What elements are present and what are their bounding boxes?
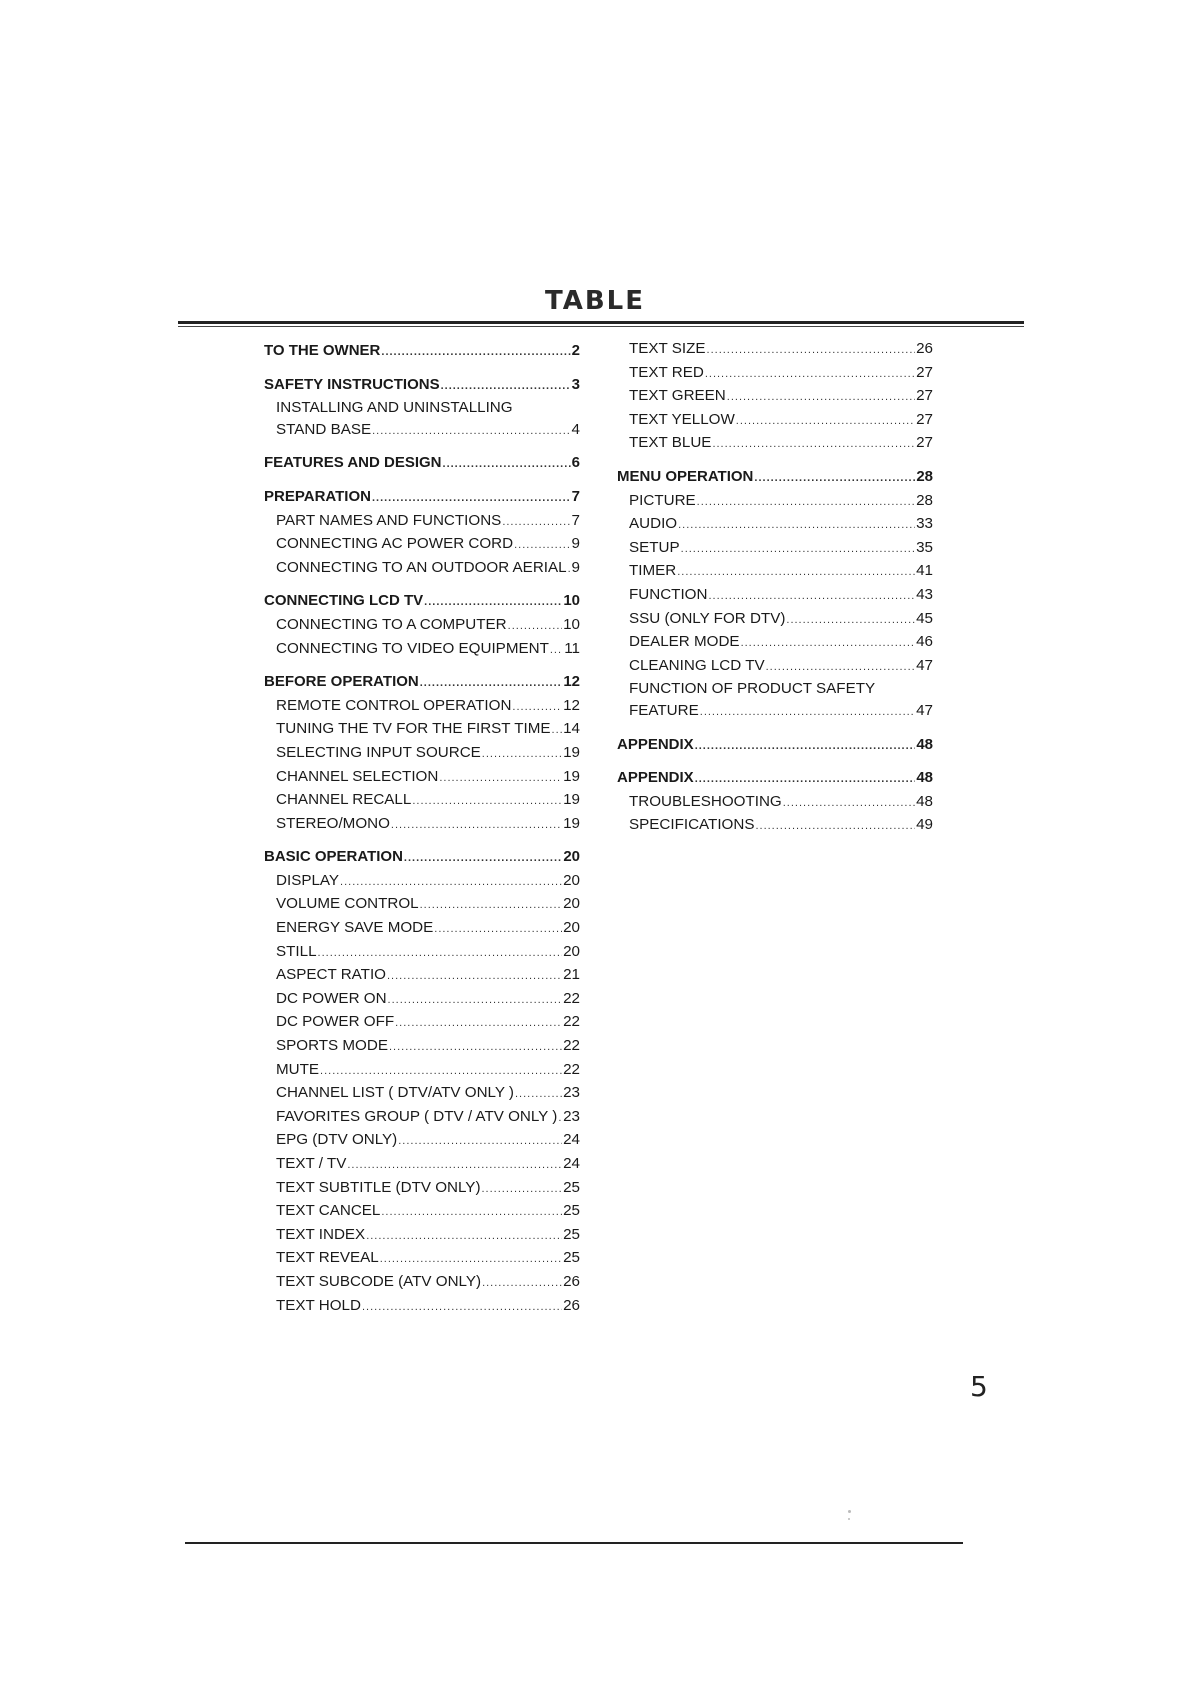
toc-page-number: 45 (916, 609, 933, 627)
dot-leader (381, 342, 570, 364)
toc-entry[interactable] (264, 419, 580, 443)
toc-page-number: 24 (563, 1155, 580, 1172)
toc-page-number: 49 (916, 816, 933, 834)
toc-page-number: 9 (571, 558, 580, 576)
toc-entry[interactable] (264, 789, 580, 813)
dot-leader (695, 736, 916, 758)
toc-section-heading[interactable] (264, 452, 580, 476)
toc-entry[interactable] (617, 560, 933, 584)
toc-entry[interactable] (264, 870, 580, 894)
toc-page-number: 27 (916, 363, 933, 381)
dot-leader (512, 697, 562, 719)
toc-section (264, 486, 580, 580)
toc-page-number: 4 (571, 420, 580, 438)
toc-entry-title: SELECTING INPUT SOURCE (276, 743, 481, 761)
dot-leader (366, 1226, 562, 1248)
toc-entry-title: CLEANING LCD TV (629, 656, 765, 674)
toc-page-number: 22 (563, 1013, 580, 1031)
toc-section (264, 374, 580, 443)
toc-entry-title: DEALER MODE (629, 633, 740, 651)
header-rule (178, 321, 1024, 328)
toc-entry[interactable] (617, 814, 933, 838)
toc-entry-title: TEXT HOLD (276, 1296, 361, 1314)
dot-leader (697, 492, 915, 514)
toc-section (264, 671, 580, 836)
dot-leader (380, 1249, 562, 1271)
toc-entry[interactable] (617, 584, 933, 608)
dot-leader (398, 1131, 562, 1153)
toc-page-number: 46 (916, 633, 933, 651)
toc-section-heading[interactable] (264, 671, 580, 695)
toc-page-number: 20 (563, 895, 580, 913)
toc-entry-title: TROUBLESHOOTING (629, 792, 782, 810)
toc-entry[interactable] (264, 1035, 580, 1059)
toc-entry-title: TUNING THE TV FOR THE FIRST TIME (276, 720, 551, 738)
dot-leader (708, 586, 915, 608)
dot-leader (441, 376, 571, 398)
toc-entry[interactable] (264, 718, 580, 742)
dot-leader (695, 769, 916, 791)
toc-page-number: 6 (571, 454, 580, 472)
toc-entry-title: STEREO/MONO (276, 814, 390, 832)
dot-leader (372, 488, 571, 510)
page-number: 5 (970, 1370, 988, 1403)
toc-page-number: 19 (563, 791, 580, 809)
toc-page-number: 11 (564, 639, 580, 657)
dot-leader (404, 848, 562, 870)
toc-entry-title: TEXT SUBCODE (ATV ONLY) (276, 1272, 482, 1290)
toc-page-number: 21 (563, 966, 580, 984)
toc-page-number: 24 (563, 1131, 580, 1149)
toc-entry[interactable] (264, 1177, 580, 1201)
dot-leader (783, 793, 915, 815)
dot-leader (681, 539, 915, 561)
dot-leader (482, 744, 562, 766)
toc-entry-title: TEXT SIZE (629, 340, 706, 357)
toc-entry-title: SSU (ONLY FOR DTV) (629, 609, 786, 627)
dot-leader (515, 1084, 562, 1106)
toc-section (264, 340, 580, 364)
dot-leader (741, 633, 916, 655)
toc-entry[interactable] (264, 1106, 580, 1130)
toc-entry-title: PREPARATION (264, 487, 371, 505)
dot-leader (558, 1108, 562, 1130)
toc-page-number: 47 (916, 701, 933, 719)
toc-page-number: 23 (563, 1107, 580, 1125)
toc-section (617, 466, 933, 724)
toc-page-number: 48 (916, 735, 933, 753)
toc-entry-title: ASPECT RATIO (276, 966, 386, 984)
toc-entry-title: PART NAMES AND FUNCTIONS (276, 511, 502, 529)
toc-entry-title: MUTE (276, 1060, 320, 1078)
toc-page-number: 10 (563, 592, 580, 610)
toc-entry-title: CONNECTING TO A COMPUTER (276, 615, 507, 633)
dot-leader (568, 559, 571, 581)
toc-entry[interactable] (617, 537, 933, 561)
toc-entry-title: EPG (DTV ONLY) (276, 1131, 398, 1149)
dot-leader (439, 768, 562, 790)
toc-entry-title: TO THE OWNER (264, 342, 381, 359)
toc-entry-title-line: INSTALLING AND UNINSTALLING (276, 399, 513, 417)
toc-entry-title: SAFETY INSTRUCTIONS (264, 375, 440, 393)
toc-entry[interactable] (264, 510, 580, 534)
dot-leader (387, 966, 562, 988)
toc-entry-title: CHANNEL RECALL (276, 791, 412, 809)
toc-entry-title: AUDIO (629, 515, 678, 533)
toc-entry[interactable] (264, 1082, 580, 1106)
dot-leader (552, 720, 563, 742)
toc-entry[interactable] (617, 608, 933, 632)
dot-leader (705, 364, 915, 386)
toc-entry[interactable] (264, 1129, 580, 1153)
dot-leader (340, 872, 562, 894)
toc-entry-title: APPENDIX (617, 769, 694, 787)
toc-entry[interactable] (617, 385, 933, 409)
toc-entry[interactable] (617, 490, 933, 514)
toc-entry[interactable] (617, 513, 933, 537)
toc-entry-title: FAVORITES GROUP ( DTV / ATV ONLY ) (276, 1107, 558, 1125)
toc-entry-title: CHANNEL SELECTION (276, 767, 439, 785)
toc-page-number: 27 (916, 387, 933, 405)
toc-page-number: 19 (563, 767, 580, 785)
toc-entry-title: TEXT YELLOW (629, 410, 735, 428)
toc-section-heading[interactable] (264, 486, 580, 510)
toc-page-number: 9 (571, 535, 580, 553)
toc-entry[interactable] (264, 557, 580, 581)
toc-section-heading[interactable] (264, 590, 580, 614)
toc-entry-title: TEXT BLUE (629, 434, 712, 452)
toc-page-number: 3 (571, 375, 580, 393)
toc-page-number: 20 (563, 848, 580, 866)
dot-leader (395, 1013, 562, 1035)
toc-entry[interactable] (264, 893, 580, 917)
toc-entry-title: VOLUME CONTROL (276, 895, 419, 913)
dot-leader (362, 1297, 562, 1319)
toc-entry[interactable] (264, 1271, 580, 1295)
toc-entry-title: APPENDIX (617, 735, 694, 753)
toc-entry[interactable] (264, 766, 580, 790)
toc-page-number: 14 (563, 720, 580, 738)
toc-entry-title: TEXT RED (629, 363, 704, 381)
toc-entry[interactable] (264, 917, 580, 941)
toc-page-number: 25 (563, 1202, 580, 1220)
toc-entry-title: BEFORE OPERATION (264, 673, 419, 691)
toc-section-heading[interactable] (617, 466, 933, 490)
toc-page-number: 10 (563, 615, 580, 633)
toc-page-number: 48 (916, 792, 933, 810)
toc-entry-title: REMOTE CONTROL OPERATION (276, 696, 512, 714)
toc-entry[interactable] (264, 614, 580, 638)
toc-page-number: 26 (563, 1272, 580, 1290)
toc-entry[interactable] (264, 813, 580, 837)
toc-entry-title: MENU OPERATION (617, 467, 754, 485)
toc-left-column (264, 340, 580, 1318)
dot-leader (678, 515, 915, 537)
toc-entry[interactable] (617, 700, 933, 724)
toc-page-number: 25 (563, 1225, 580, 1243)
toc-page-number: 19 (563, 743, 580, 761)
toc-right-column (617, 338, 933, 838)
toc-page-number: 25 (563, 1178, 580, 1196)
toc-page-number: 19 (563, 814, 580, 832)
toc-entry-title: SETUP (629, 538, 680, 556)
toc-entry-title: DC POWER ON (276, 989, 387, 1007)
toc-page-number: 22 (563, 989, 580, 1007)
toc-entry-title: FUNCTION (629, 585, 708, 603)
toc-entry-title: CONNECTING AC POWER CORD (276, 535, 514, 553)
toc-entry-title: FEATURES AND DESIGN (264, 454, 442, 472)
toc-section-heading[interactable] (264, 846, 580, 870)
toc-entry[interactable] (617, 338, 933, 362)
dot-leader (727, 387, 915, 409)
dot-leader (372, 421, 570, 443)
toc-entry[interactable] (617, 631, 933, 655)
dot-leader (766, 657, 915, 679)
toc-section-heading[interactable] (264, 340, 580, 364)
toc-page-number: 26 (563, 1296, 580, 1314)
toc-page-number: 20 (563, 871, 580, 889)
toc-entry-title: ENERGY SAVE MODE (276, 919, 434, 937)
dot-leader (755, 816, 915, 838)
toc-page-number: 28 (916, 467, 933, 485)
toc-entry-title: SPECIFICATIONS (629, 816, 755, 834)
dot-leader (736, 411, 915, 433)
toc-section (617, 734, 933, 758)
dot-leader (508, 616, 562, 638)
dot-leader (412, 791, 562, 813)
toc-page-number: 41 (916, 562, 933, 580)
toc-page-number: 20 (563, 919, 580, 937)
toc-entry[interactable] (617, 409, 933, 433)
toc-entry[interactable] (264, 742, 580, 766)
toc-entry[interactable] (264, 1295, 580, 1319)
toc-entry-title: CONNECTING TO AN OUTDOOR AERIAL (276, 558, 567, 576)
toc-entry-title: FEATURE (629, 701, 699, 719)
toc-page-number: 2 (571, 342, 580, 359)
toc-page-number: 26 (916, 340, 933, 357)
toc-entry-title: TEXT CANCEL (276, 1202, 381, 1220)
toc-entry[interactable] (264, 533, 580, 557)
toc-entry[interactable] (264, 1059, 580, 1083)
toc-page-number: 20 (563, 942, 580, 960)
dot-leader (320, 1061, 562, 1083)
dot-leader (707, 340, 916, 362)
toc-page-number: 28 (916, 491, 933, 509)
toc-section (617, 767, 933, 838)
toc-page-number: 35 (916, 538, 933, 556)
toc-page-number: 7 (571, 511, 580, 529)
toc-entry-title: TEXT REVEAL (276, 1249, 379, 1267)
scan-speck (848, 1518, 850, 1520)
toc-page-number: 47 (916, 656, 933, 674)
toc-page-number: 27 (916, 434, 933, 452)
toc-section (264, 590, 580, 661)
toc-entry-title: CONNECTING TO VIDEO EQUIPMENT (276, 639, 549, 657)
dot-leader (424, 592, 562, 614)
toc-entry[interactable] (264, 1247, 580, 1271)
toc-section-heading[interactable] (617, 734, 933, 758)
toc-entry-title: TEXT SUBTITLE (DTV ONLY) (276, 1178, 481, 1196)
dot-leader (514, 535, 570, 557)
toc-entry-title: DC POWER OFF (276, 1013, 395, 1031)
dot-leader (381, 1202, 562, 1224)
toc-entry[interactable] (617, 655, 933, 679)
toc-section (264, 452, 580, 476)
dot-leader (502, 512, 570, 534)
dot-leader (434, 919, 562, 941)
toc-entry[interactable] (264, 638, 580, 662)
dot-leader (677, 562, 915, 584)
toc-entry-title: CHANNEL LIST ( DTV/ATV ONLY ) (276, 1084, 514, 1102)
toc-entry-title: BASIC OPERATION (264, 848, 403, 866)
toc-entry-title: DISPLAY (276, 871, 340, 889)
dot-leader (347, 1155, 562, 1177)
toc-entry-title: STILL (276, 942, 317, 960)
toc-page-number: 33 (916, 515, 933, 533)
toc-page-number: 12 (563, 696, 580, 714)
dot-leader (420, 673, 563, 695)
toc-section (264, 846, 580, 1318)
toc-entry[interactable] (264, 1200, 580, 1224)
footer-rule (185, 1542, 963, 1544)
dot-leader (550, 640, 563, 662)
toc-section-heading[interactable] (264, 374, 580, 398)
dot-leader (391, 815, 562, 837)
page-title: TABLE (545, 286, 645, 316)
toc-entry[interactable] (264, 941, 580, 965)
toc-entry[interactable] (264, 1224, 580, 1248)
toc-page-number: 25 (563, 1249, 580, 1267)
dot-leader (482, 1273, 562, 1295)
toc-page-number: 27 (916, 410, 933, 428)
toc-entry[interactable] (617, 432, 933, 456)
toc-page-number: 7 (571, 487, 580, 505)
toc-page-number: 22 (563, 1060, 580, 1078)
dot-leader (420, 895, 562, 917)
toc-page-number: 48 (916, 769, 933, 787)
toc-entry[interactable] (264, 695, 580, 719)
dot-leader (754, 468, 915, 490)
toc-entry-title: TIMER (629, 562, 677, 580)
toc-section-heading[interactable] (617, 767, 933, 791)
toc-entry-title: CONNECTING LCD TV (264, 592, 424, 610)
dot-leader (700, 702, 915, 724)
dot-leader (786, 610, 915, 632)
toc-section (617, 338, 933, 456)
toc-entry-title: TEXT / TV (276, 1155, 347, 1172)
toc-page-number: 22 (563, 1037, 580, 1055)
toc-entry[interactable] (617, 791, 933, 815)
toc-entry[interactable] (264, 1011, 580, 1035)
toc-entry[interactable] (264, 988, 580, 1012)
dot-leader (389, 1037, 562, 1059)
dot-leader (388, 990, 563, 1012)
toc-entry-title-line: FUNCTION OF PRODUCT SAFETY (629, 680, 876, 698)
toc-page-number: 43 (916, 585, 933, 603)
toc-entry-title: TEXT GREEN (629, 387, 726, 405)
dot-leader (482, 1179, 563, 1201)
toc-entry[interactable] (264, 964, 580, 988)
toc-entry-title: SPORTS MODE (276, 1037, 388, 1055)
toc-page-number: 23 (563, 1084, 580, 1102)
dot-leader (443, 454, 571, 476)
toc-entry-title: STAND BASE (276, 420, 372, 438)
toc-entry[interactable] (617, 362, 933, 386)
toc-entry-title: PICTURE (629, 491, 696, 509)
dot-leader (712, 434, 915, 456)
toc-page-number: 12 (563, 673, 580, 691)
toc-entry-title: TEXT INDEX (276, 1225, 366, 1243)
scan-speck (848, 1510, 851, 1513)
dot-leader (318, 943, 563, 965)
toc-entry[interactable] (264, 1153, 580, 1177)
